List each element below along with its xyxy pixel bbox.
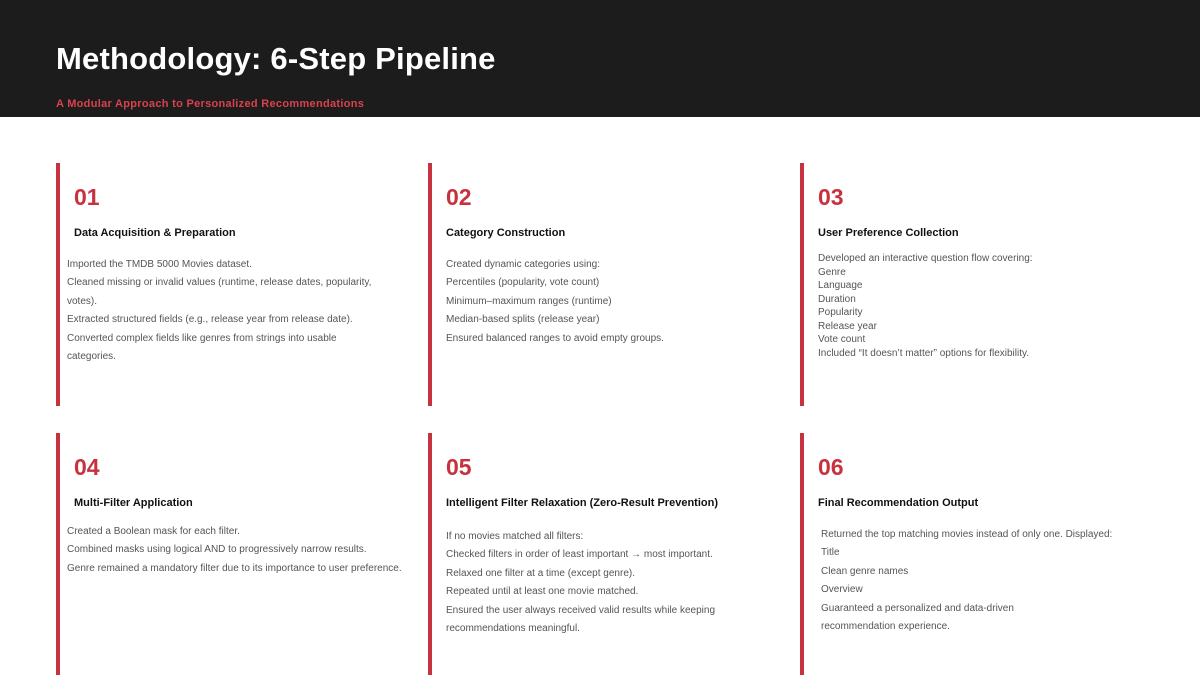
step-body <box>446 528 791 638</box>
accent-bar <box>428 433 432 675</box>
step-title: Intelligent Filter Relaxation (Zero-Result Prevention) <box>446 497 718 509</box>
step-body-line: Language <box>818 280 863 291</box>
step-body-line: Duration <box>818 293 856 305</box>
step-body <box>67 523 412 578</box>
step-body-line: Cleaned missing or invalid values (runtime, release dates, popularity, <box>67 277 372 289</box>
page-title: Methodology: 6-Step Pipeline <box>56 41 496 76</box>
step-body-line: Popularity <box>818 307 863 318</box>
step-body-line: Guaranteed a personalized and data-driven <box>821 602 1014 614</box>
step-body-line: If no movies matched all filters: <box>446 531 584 542</box>
step-title: Final Recommendation Output <box>818 497 979 509</box>
step-number: 02 <box>446 184 472 210</box>
step-number: 03 <box>818 184 844 210</box>
step-body <box>821 526 1166 636</box>
step-card-05 <box>428 433 768 675</box>
step-number: 01 <box>74 184 100 210</box>
step-body-line: Genre <box>818 266 846 278</box>
step-card-01 <box>56 163 396 406</box>
step-body <box>67 256 412 366</box>
step-number: 04 <box>74 454 100 480</box>
step-body <box>818 252 1163 360</box>
step-card-06 <box>800 433 1140 675</box>
accent-bar <box>428 163 432 406</box>
step-card-04 <box>56 433 402 675</box>
step-title: User Preference Collection <box>818 227 959 239</box>
accent-bar <box>800 433 804 675</box>
step-body-line: Developed an interactive question flow covering: <box>818 253 1033 264</box>
page-subtitle: A Modular Approach to Personalized Recommendations <box>56 98 365 110</box>
step-body-line: categories. <box>67 351 116 363</box>
step-title: Multi-Filter Application <box>74 497 193 509</box>
step-body-line: Converted complex fields like genres from strings into usable <box>67 332 337 344</box>
step-body-line: votes). <box>67 295 98 307</box>
step-body-line: Repeated until at least one movie matched. <box>446 586 639 598</box>
step-body-line: Checked filters in order of least important → most important. <box>446 549 713 561</box>
step-body-line: Ensured the user always received valid results while keeping <box>446 604 716 616</box>
step-body-line: Clean genre names <box>821 565 909 577</box>
step-card-02 <box>428 163 768 406</box>
step-body-line: recommendations meaningful. <box>446 623 580 635</box>
step-body-line: Extracted structured fields (e.g., release year from release date). <box>67 314 353 326</box>
accent-bar <box>56 433 60 675</box>
header-band <box>0 0 1200 117</box>
step-body-line: Ensured balanced ranges to avoid empty groups. <box>446 332 664 344</box>
step-body-line: Vote count <box>818 334 866 345</box>
step-body-line: Release year <box>818 320 877 332</box>
step-body-line: Relaxed one filter at a time (except genre). <box>446 567 635 579</box>
step-body-line: Combined masks using logical AND to progressively narrow results. <box>67 544 367 556</box>
step-title: Category Construction <box>446 227 566 239</box>
step-body-line: Percentiles (popularity, vote count) <box>446 277 600 289</box>
step-body-line: Imported the TMDB 5000 Movies dataset. <box>67 259 252 270</box>
step-body-line: Median-based splits (release year) <box>446 314 600 326</box>
step-body-line: Overview <box>821 584 863 596</box>
step-body-line: Returned the top matching movies instead of only one. Displayed: <box>821 529 1113 540</box>
step-body-line: Created a Boolean mask for each filter. <box>67 526 240 537</box>
accent-bar <box>56 163 60 406</box>
step-card-03 <box>800 163 1140 406</box>
step-body-line: recommendation experience. <box>821 621 950 633</box>
step-body-line: Minimum–maximum ranges (runtime) <box>446 295 612 307</box>
step-body-line: Included “It doesn’t matter” options for flexibility. <box>818 347 1030 359</box>
step-number: 06 <box>818 454 844 480</box>
step-body-line: Title <box>821 547 840 559</box>
step-body <box>446 256 791 348</box>
step-body-line: Genre remained a mandatory filter due to its importance to user preference. <box>67 562 402 574</box>
step-number: 05 <box>446 454 472 480</box>
step-title: Data Acquisition & Preparation <box>74 227 236 239</box>
accent-bar <box>800 163 804 406</box>
step-body-line: Created dynamic categories using: <box>446 259 600 270</box>
